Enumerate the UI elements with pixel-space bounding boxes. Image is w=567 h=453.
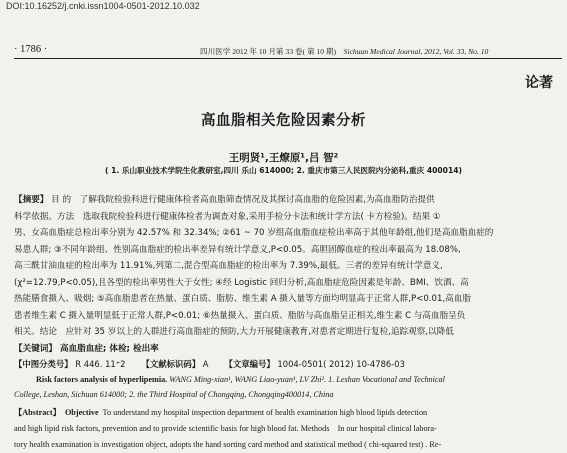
abstract-line: 相关。结论 应针对 35 岁以上的人群进行高血脂症的预防,大力开展健康教育,对患者定期进行复检,追踪观察,以降低 — [14, 327, 454, 337]
doc-code-value: A — [202, 359, 209, 369]
running-head-en: Sichuan Medical Journal, 2012, Vol. 33, No. 10 — [343, 47, 489, 56]
english-abstract-line: tory health examination is investigation object, adopts the hand sorting card method and statistical method ( chi-squared test) . Re- — [14, 440, 442, 449]
english-abstract-line: and high lipid risk factors, prevention and to provide scientific basis for high blood fat. Methods In our hospital clinical labora- — [14, 424, 437, 433]
english-authors: WANG Ming-xian¹, WANG Liao-yuan¹, LV Zhi². 1. Leshan Vocational and Technical — [169, 375, 445, 384]
article-title: 高血脂相关危险因素分析 — [201, 113, 366, 129]
abstract-line: (χ²=12.79,P<0.05),且各型的检出率男性大于女性; ④经 Logistic 回归分析,高血脂症危险因素是年龄、BMI、饮酒、高 — [14, 277, 469, 288]
chinese-abstract — [14, 192, 560, 341]
abstract-line: 热能膳食摄入、吸烟; ⑤高血脂患者在热量、蛋白质、脂肪、维生素 A 摄入量等方面均明显高于正常人群,P<0.01,高血脂 — [14, 294, 471, 304]
abstract-line: 科学依据。方法 选取我院检验科进行健康体检者为调查对象,采用手检分卡法和统计学方法( 卡方检验)。结果 ① — [14, 211, 441, 222]
header-rule — [14, 58, 562, 59]
doi-line: DOI:10.16252/j.cnki.issn1004-0501-2012.10.032 — [6, 1, 200, 11]
abstract-line: 患者维生素 C 摄入量明显低于正常人群,P<0.01; ⑥热量摄入、蛋白质、脂肪与高血脂呈正相关,维生素 C 与高血脂呈负 — [14, 310, 466, 321]
author-affiliation: ( 1. 乐山职业技术学院生化教研室,四川 乐山 614000; 2. 重庆市第三人民医院内分泌科,重庆 400014) — [105, 166, 462, 175]
classification-line — [14, 358, 405, 370]
abstract-line: 高三酰甘油血症的检出率为 11.91%,列第二,混合型高血脂症的检出率为 7.39%,最低。三者的差异有统计学意义, — [14, 261, 443, 271]
running-head-cn: 四川医学 2012 年 10 月第 33 卷( 第 10 期) — [200, 47, 337, 56]
clc-value: R 446. 11⁺2 — [75, 359, 126, 369]
clc-label: 【中图分类号】 — [14, 359, 73, 369]
english-title-line — [36, 375, 445, 384]
article-no-value: 1004-0501( 2012) 10-4786-03 — [277, 359, 405, 369]
section-label: 论著 — [525, 75, 553, 91]
article-no-label: 【文章编号】 — [224, 359, 275, 369]
english-abstract-label: 【Abstract】 — [14, 408, 61, 417]
abstract-line: 男、女高血脂症总检出率分别为 42.57% 和 32.34%; ②61 ~ 70 岁组高血脂血症检出率高于其他年龄组,他们是高血脂血症的 — [14, 228, 494, 238]
english-title: Risk factors analysis of hyperlipemia. — [36, 375, 168, 384]
author-list: 王明贤¹,王燎原¹,吕 智² — [228, 152, 339, 164]
doc-code-label: 【文献标识码】 — [141, 359, 201, 369]
abstract-line: 易患人群; ③不同年龄组、性别高血脂症的检出率差异有统计学意义,P<0.05。高胆固醇血症的检出率最高为 18.08%, — [14, 244, 461, 255]
abstract-line: 【摘要】 目 的 了解我院检验科进行健康体检者高血脂筛查情况及其探讨高血脂的危险因素,为高血脂防治提供 — [14, 195, 435, 205]
keywords: 【关键词】 高血脂血症; 体检; 检出率 — [14, 344, 159, 354]
page-number: · 1786 · — [14, 44, 48, 55]
english-abstract — [14, 405, 562, 453]
objective-label: Objective — [64, 408, 99, 417]
abstract-label: 【摘要】 — [14, 195, 49, 205]
running-head — [200, 46, 488, 57]
english-affiliation: College, Leshan, Sichuan 614000; 2. the Third Hospital of Chongqing, Chongqing400014, China — [14, 390, 334, 399]
english-abstract-line: 【Abstract】 Objective To understand my hospital inspection department of health examination high blood lipids detection — [14, 408, 428, 417]
